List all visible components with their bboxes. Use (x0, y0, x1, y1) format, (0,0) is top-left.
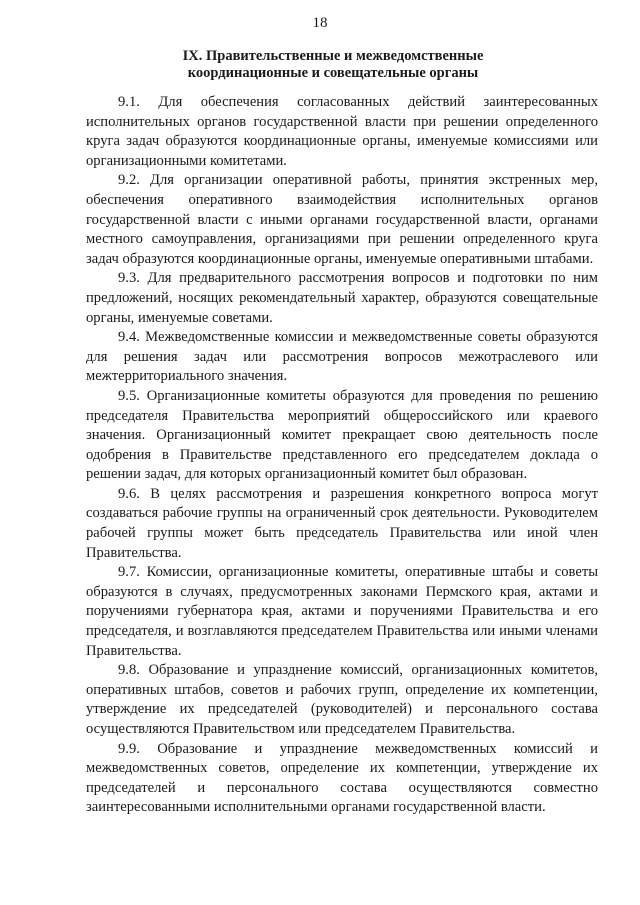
page-number: 18 (312, 15, 328, 31)
paragraph-9-6: 9.6. В целях рассмотрения и разрешения конкретного вопроса могут создаваться рабочие группы на ограниченный срок деятельности. Руководителем рабочей группы может быть председатель Правительства или иной член Правительства. (86, 485, 598, 561)
document-body (86, 93, 598, 818)
paragraph-9-8: 9.8. Образование и упразднение комиссий, организационных комитетов, оперативных штабов, советов и рабочих групп, определение их компетенции, утверждение их председателей (руководителей) и персонального состава осуществляются Правительством или председателем Правительства. (86, 662, 598, 737)
section-heading (90, 48, 576, 82)
paragraph-9-1: 9.1. Для обеспечения согласованных действий заинтересованных исполнительных органов государственной власти при решении определенного круга задач образуются координационные органы, именуемые комиссиями или организационными комитетами. (86, 94, 598, 169)
paragraph-9-7: 9.7. Комиссии, организационные комитеты, оперативные штабы и советы образуются в случаях, предусмотренных законами Пермского края, актами и поручениями губернатора края, актами и поручениями Правительства и его председателя, и возглавляются председателем Правительства или иными членами Правительства. (86, 564, 598, 659)
paragraph-9-5: 9.5. Организационные комитеты образуются для проведения по решению председателя Правительства мероприятий общероссийского или краевого значения. Организационный комитет прекращает свою деятельность после одобрения в Правительстве представленного его председателем доклада о решении задач, для которых организационный комитет был образован. (86, 387, 598, 483)
paragraph-9-4: 9.4. Межведомственные комиссии и межведомственные советы образуются для решения задач или рассмотрения вопросов межотраслевого или межтерриториального значения. (86, 329, 598, 385)
paragraph-9-2: 9.2. Для организации оперативной работы, принятия экстренных мер, обеспечения оперативного взаимодействия исполнительных органов государственной власти с иными органами государственной власти, органами местного самоуправления, организациями при решении определенного круга задач образуются координационные органы, именуемые оперативными штабами. (86, 172, 598, 267)
paragraph-9-3: 9.3. Для предварительного рассмотрения вопросов и подготовки по ним предложений, носящих рекомендательный характер, образуются совещательные органы, именуемые советами. (86, 270, 598, 326)
section-heading-line-2: координационные и совещательные органы (187, 65, 479, 81)
paragraph-9-9: 9.9. Образование и упразднение межведомственных комиссий и межведомственных советов, определение их компетенции, утверждение их председателей и персонального состава осуществляются совместно заинтересованными исполнительными органами государственной власти. (86, 740, 598, 816)
section-heading-line-1: IX. Правительственные и межведомственные (182, 48, 484, 64)
